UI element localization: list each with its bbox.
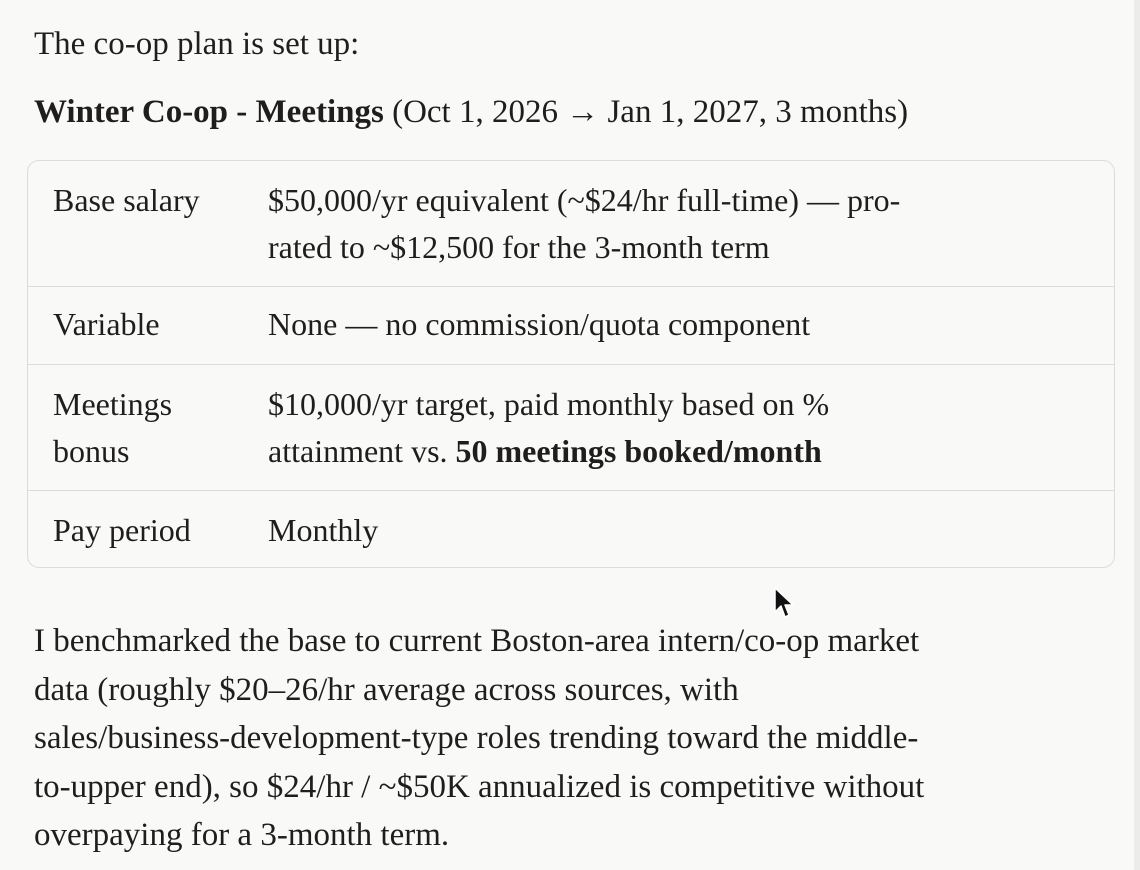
row-value: Monthly (268, 512, 379, 548)
plan-heading (34, 88, 908, 136)
row-value-line: rated to ~$12,500 for the 3-month term (268, 229, 770, 265)
row-value (268, 381, 1114, 490)
row-value-line (268, 428, 1084, 475)
meetings-target: 50 meetings booked/month (455, 433, 822, 469)
table-row (28, 161, 1114, 287)
row-value-line: $10,000/yr target, paid monthly based on % (268, 386, 830, 422)
scrollbar-track[interactable] (1134, 0, 1140, 870)
row-label-line: Meetings (53, 386, 173, 422)
benchmark-paragraph (34, 617, 1074, 860)
paragraph-line: I benchmarked the base to current Boston-area intern/co-op market (34, 623, 920, 659)
table-row (28, 365, 1114, 491)
row-label: Pay period (53, 512, 191, 548)
intro-text: The co-op plan is set up: (34, 26, 360, 62)
row-label (28, 381, 268, 490)
plan-table (27, 160, 1115, 568)
row-value-line: $50,000/yr equivalent (~$24/hr full-time) — pro- (268, 182, 901, 218)
table-row (28, 491, 1114, 567)
row-value (268, 177, 1114, 286)
plan-details: (Oct 1, 2026 → Jan 1, 2027, 3 months) (392, 94, 909, 130)
row-value-text: attainment vs. (268, 433, 456, 469)
paragraph-line: sales/business-development-type roles trending toward the middle- (34, 720, 919, 756)
row-value: None — no commission/quota component (268, 306, 811, 342)
row-label: Variable (53, 306, 160, 342)
paragraph-line: overpaying for a 3-month term. (34, 817, 450, 853)
mouse-pointer-icon (773, 586, 795, 620)
row-label: Base salary (53, 182, 200, 218)
row-label-line: bonus (53, 433, 130, 469)
table-row (28, 287, 1114, 365)
plan-name: Winter Co-op - Meetings (34, 94, 384, 130)
paragraph-line: to-upper end), so $24/hr / ~$50K annualized is competitive without (34, 768, 925, 805)
paragraph-line: data (roughly $20–26/hr average across sources, with (34, 671, 739, 708)
